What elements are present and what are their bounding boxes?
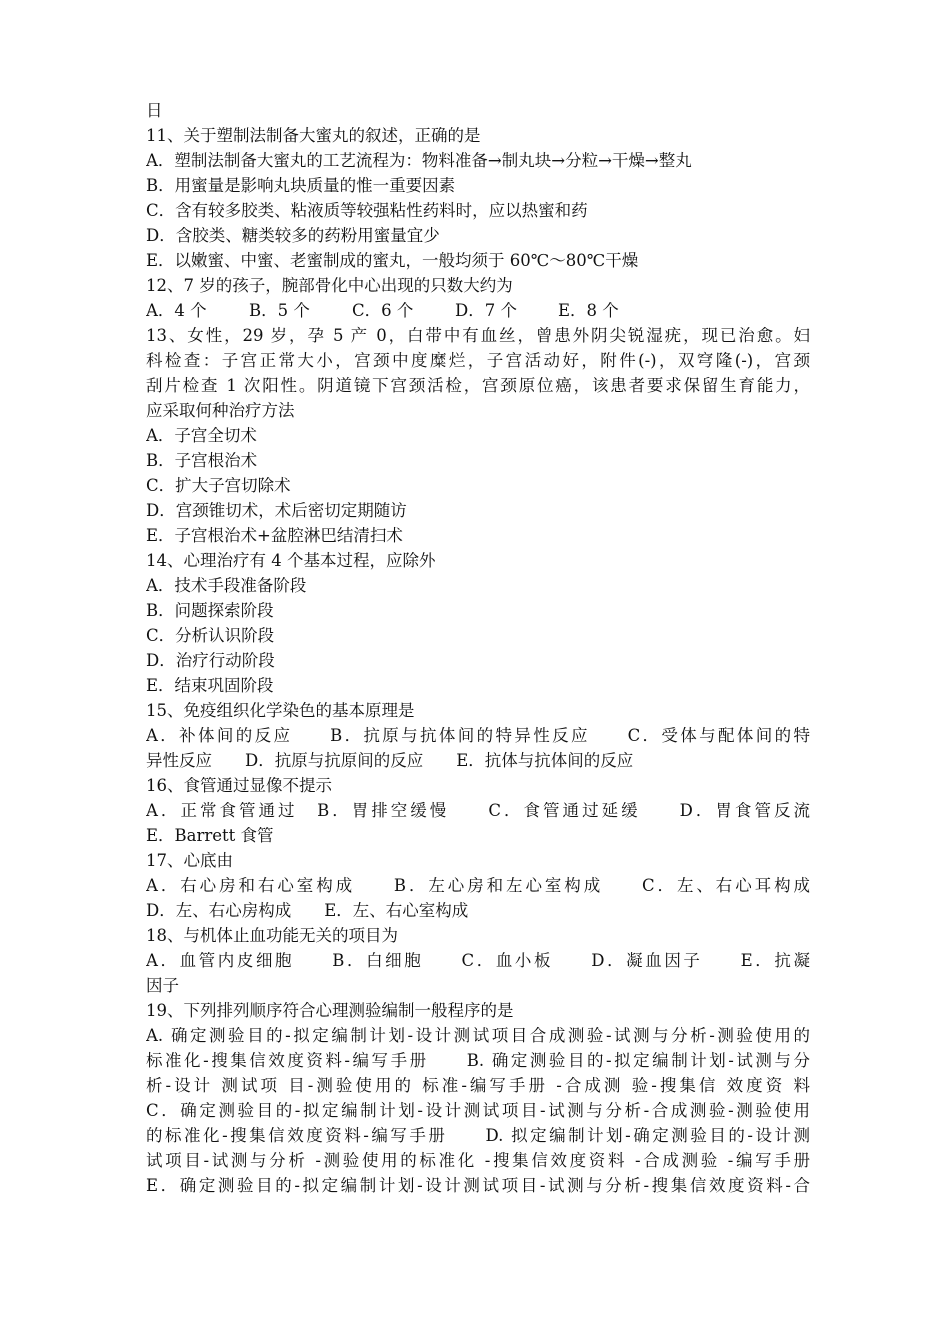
- text-line: A．补体间的反应 B．抗原与抗体间的特异性反应 C．受体与配体间的特: [146, 726, 810, 745]
- text-line: 异性反应 D．抗原与抗原间的反应 E．抗体与抗体间的反应: [146, 751, 634, 770]
- text-line: 因子: [146, 976, 179, 995]
- option-item: A．4 个: [146, 301, 207, 320]
- text-line: 13、女性，29 岁，孕 5 产 0，白带中有血丝，曾患外阴尖锐湿疣，现已治愈。妇: [146, 326, 810, 345]
- text-line: 17、心底由: [146, 851, 233, 870]
- text-line: C．扩大子宫切除术: [146, 476, 291, 495]
- option-item: C．6 个: [352, 301, 414, 320]
- text-line: E．结束巩固阶段: [146, 676, 274, 695]
- text-line: 日: [146, 101, 163, 120]
- option-item: E．8 个: [558, 301, 619, 320]
- text-line: E．确定测验目的-拟定编制计划-设计测试项目-试测与分析-搜集信效度资料-合: [146, 1176, 810, 1195]
- text-line: 12、7 岁的孩子，腕部骨化中心出现的只数大约为: [146, 276, 513, 295]
- text-line: D．左、右心房构成 E．左、右心室构成: [146, 901, 469, 920]
- text-line: 应采取何种治疗方法: [146, 401, 295, 420]
- document-body: [146, 98, 810, 1198]
- text-line: E．子宫根治术+盆腔淋巴结清扫术: [146, 526, 403, 545]
- text-line: 11、关于塑制法制备大蜜丸的叙述，正确的是: [146, 126, 481, 145]
- text-line: 16、食管通过显像不提示: [146, 776, 332, 795]
- text-line: 标准化-搜集信效度资料-编写手册 B. 确定测验目的-拟定编制计划-试测与分: [146, 1051, 810, 1070]
- text-line: D．治疗行动阶段: [146, 651, 275, 670]
- option-row: [146, 298, 810, 323]
- text-line: 18、与机体止血功能无关的项目为: [146, 926, 398, 945]
- option-item: D．7 个: [455, 301, 517, 320]
- text-line: 19、下列排列顺序符合心理测验编制一般程序的是: [146, 1001, 514, 1020]
- text-line: A．塑制法制备大蜜丸的工艺流程为：物料准备→制丸块→分粒→干燥→整丸: [146, 151, 692, 170]
- text-line: 刮片检查 1 次阳性。阴道镜下宫颈活检，宫颈原位癌，该患者要求保留生育能力，: [146, 376, 810, 395]
- text-line: E．以嫩蜜、中蜜、老蜜制成的蜜丸，一般均须于 60℃～80℃干燥: [146, 251, 639, 270]
- text-line: D．宫颈锥切术，术后密切定期随访: [146, 501, 407, 520]
- option-item: B．5 个: [249, 301, 310, 320]
- text-line: C．分析认识阶段: [146, 626, 275, 645]
- text-line: A．右心房和右心室构成 B．左心房和左心室构成 C．左、右心耳构成: [146, 876, 810, 895]
- text-line: 析-设计 测试项 目-测验使用的 标准-编写手册 -合成测 验-搜集信 效度资 料: [146, 1076, 810, 1095]
- text-line: 试项目-试测与分析 -测验使用的标准化 -搜集信效度资料 -合成测验 -编写手册: [146, 1151, 810, 1170]
- text-line: A．子宫全切术: [146, 426, 257, 445]
- text-line: C．含有较多胶类、粘液质等较强粘性药料时，应以热蜜和药: [146, 201, 588, 220]
- text-line: A．技术手段准备阶段: [146, 576, 307, 595]
- text-line: A. 确定测验目的-拟定编制计划-设计测试项目合成测验-试测与分析-测验使用的: [146, 1026, 810, 1045]
- text-line: A．血管内皮细胞 B．白细胞 C．血小板 D．凝血因子 E．抗凝: [146, 951, 810, 970]
- text-line: B．用蜜量是影响丸块质量的惟一重要因素: [146, 176, 456, 195]
- text-line: D．含胶类、糖类较多的药粉用蜜量宜少: [146, 226, 440, 245]
- text-line: 的标准化-搜集信效度资料-编写手册 D. 拟定编制计划-确定测验目的-设计测: [146, 1126, 810, 1145]
- text-line: C．确定测验目的-拟定编制计划-设计测试项目-试测与分析-合成测验-测验使用: [146, 1101, 810, 1120]
- text-line: 科检查：子宫正常大小，宫颈中度糜烂，子宫活动好，附件(-)，双穹隆(-)，宫颈: [146, 351, 810, 370]
- text-line: E．Barrett 食管: [146, 826, 274, 845]
- text-line: B．子宫根治术: [146, 451, 258, 470]
- text-line: A．正常食管通过 B．胃排空缓慢 C．食管通过延缓 D．胃食管反流: [146, 801, 810, 820]
- text-line: B．问题探索阶段: [146, 601, 274, 620]
- text-line: 15、免疫组织化学染色的基本原理是: [146, 701, 415, 720]
- text-line: 14、心理治疗有 4 个基本过程，应除外: [146, 551, 436, 570]
